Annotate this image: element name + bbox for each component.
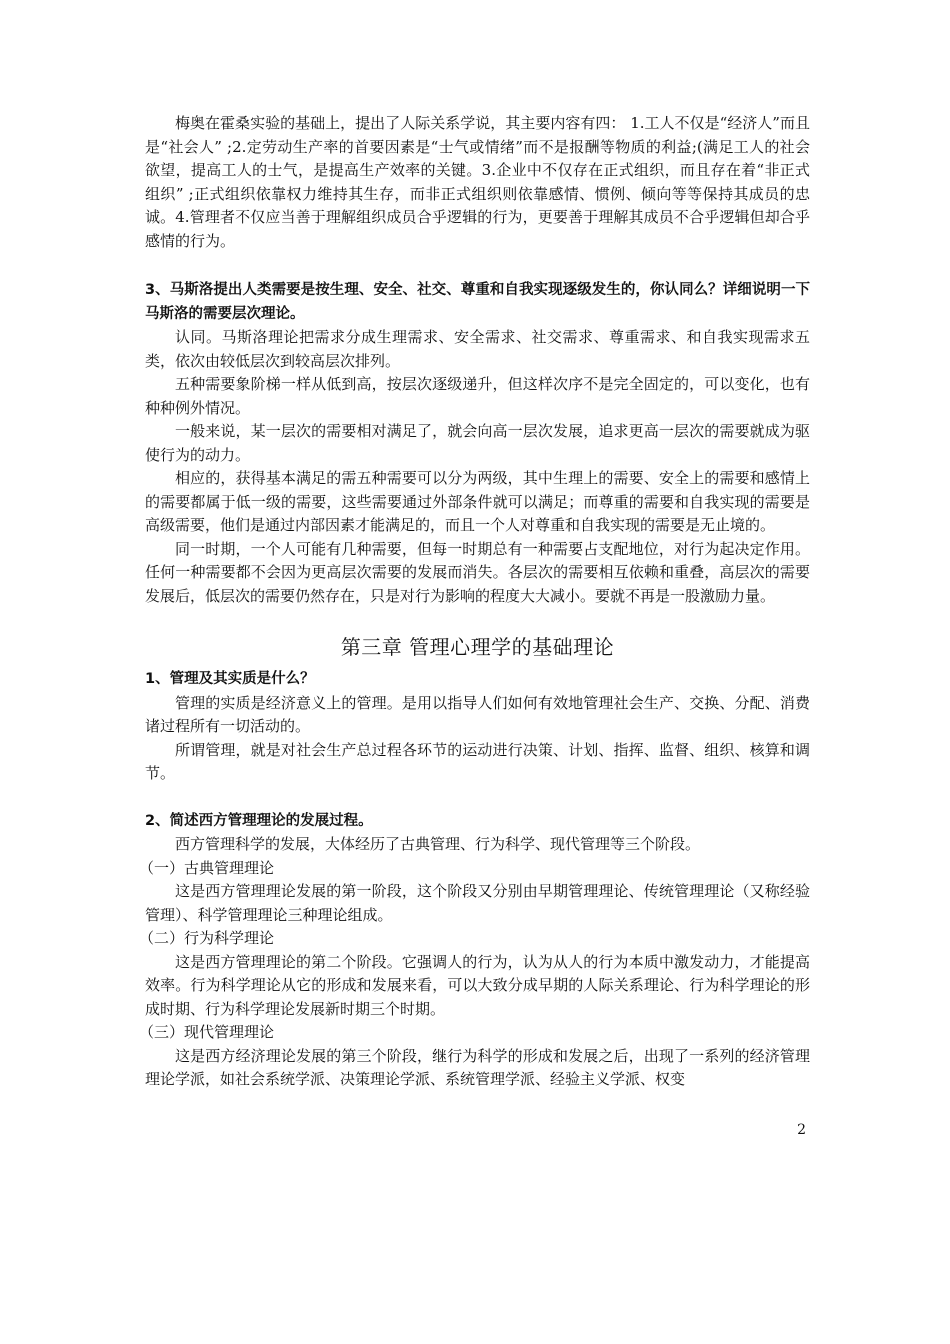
q3-paragraph: 五种需要象阶梯一样从低到高，按层次逐级递升，但这样次序不是完全固定的，可以变化，也有种种例外情况。 xyxy=(145,375,810,417)
intro-paragraph: 梅奥在霍桑实验的基础上，提出了人际关系学说，其主要内容有四： 1.工人不仅是“经济人”而且是“社会人” ;2.定劳动生产率的首要因素是“士气或情绪”而不是报酬等物质的利益;(满足工人的社会欲望，提高工人的士气，是提高生产效率的关键。3.企业中不仅存在正式组织，而且存在着“非正式组织” ;正式组织依靠权力维持其生存，而非正式组织则依靠感情、惯例、倾向等等保持其成员的忠诚。4.管理者不仅应当善于理解组织成员合乎逻辑的行为，更要善于理解其成员不合乎逻辑但却合乎感情的行为。 xyxy=(145,114,810,250)
section-title: （三）现代管理理论 xyxy=(139,1023,275,1041)
section-paragraph: 这是西方管理理论的第二个阶段。它强调人的行为，认为从人的行为本质中激发动力，才能提高效率。行为科学理论从它的形成和发展来看，可以大致分成早期的人际关系理论、行为科学理论的形成时期、行为科学理论发展新时期三个时期。 xyxy=(145,952,810,1018)
q3-paragraph: 相应的，获得基本满足的需五种需要可以分为两级，其中生理上的需要、安全上的需要和感情上的需要都属于低一级的需要，这些需要通过外部条件就可以满足；而尊重的需要和自我实现的需要是高级需要，他们是通过内部因素才能满足的，而且一个人对尊重和自我实现的需要是无止境的。 xyxy=(145,469,810,534)
c2-lead-paragraph: 西方管理科学的发展，大体经历了古典管理、行为科学、现代管理等三个阶段。 xyxy=(175,835,701,853)
section-title: （一）古典管理理论 xyxy=(139,858,275,877)
c1-paragraph: 管理的实质是经济意义上的管理。是用以指导人们如何有效地管理社会生产、交换、分配、消费诸过程所有一切活动的。 xyxy=(145,693,810,735)
q3-paragraph: 一般来说，某一层次的需要相对满足了，就会向高一层次发展，追求更高一层次的需要就成为驱使行为的动力。 xyxy=(145,422,810,464)
document-page xyxy=(139,112,810,1092)
chapter-question-2-heading: 2、简述西方管理理论的发展过程。 xyxy=(145,812,373,829)
section-paragraph: 这是西方经济理论发展的第三个阶段，继行为科学的形成和发展之后，出现了一系列的经济管理理论学派，如社会系统学派、决策理论学派、系统管理学派、经验主义学派、权变 xyxy=(145,1046,810,1088)
q3-paragraph: 认同。马斯洛理论把需求分成生理需求、安全需求、社交需求、尊重需求、和自我实现需求五类，依次由较低层次到较高层次排列。 xyxy=(145,328,810,370)
chapter-question-1-heading: 1、管理及其实质是什么？ xyxy=(145,671,315,687)
section-paragraph: 这是西方管理理论发展的第一阶段，这个阶段又分别由早期管理理论、传统管理理论（又称经验管理）、科学管理理论三种理论组成。 xyxy=(145,882,810,924)
q3-paragraph: 同一时期，一个人可能有几种需要，但每一时期总有一种需要占支配地位，对行为起决定作用。任何一种需要都不会因为更高层次需要的发展而消失。各层次的需要相互依赖和重叠，高层次的需要发展后，低层次的需要仍然存在，只是对行为影响的程度大大减小。要就不再是一股激励力量。 xyxy=(145,539,810,605)
c1-paragraph: 所谓管理，就是对社会生产总过程各环节的运动进行决策、计划、指挥、监督、组织、核算和调节。 xyxy=(145,740,810,782)
section-title: （二）行为科学理论 xyxy=(139,929,275,947)
page-number: 2 xyxy=(797,1122,806,1138)
chapter-title: 第三章 管理心理学的基础理论 xyxy=(340,635,615,659)
question-3-heading: 3、马斯洛提出人类需要是按生理、安全、社交、尊重和自我实现逐级发生的，你认同么？详细说明一下马斯洛的需要层次理论。 xyxy=(145,282,810,322)
